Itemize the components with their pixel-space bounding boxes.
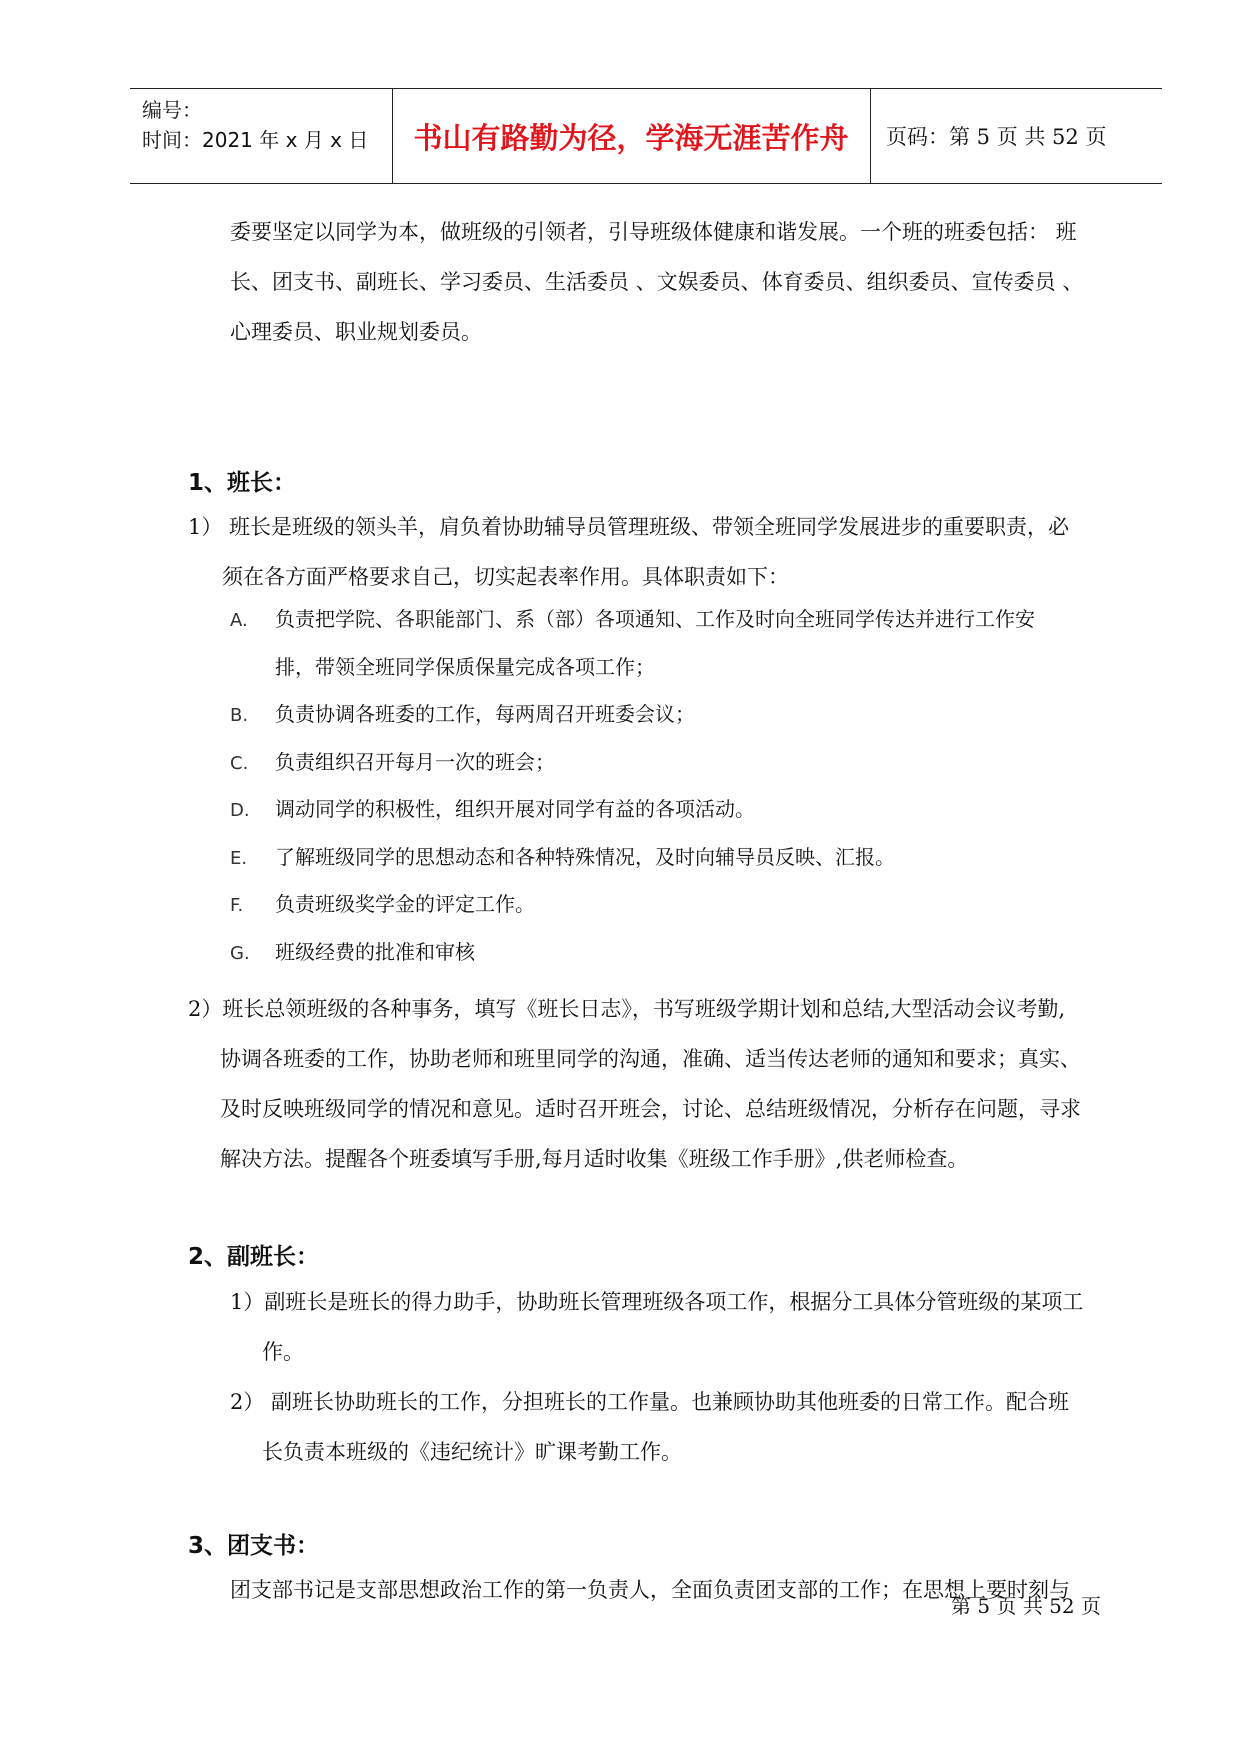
header-motto: 书山有路勤为径，学海无涯苦作舟 — [413, 120, 849, 155]
list-text: 负责组织召开每月一次的班会； — [275, 749, 555, 774]
header-left-cell — [142, 95, 368, 155]
section-title-vice-monitor: 2、副班长： — [188, 1244, 320, 1270]
list-marker: E. — [230, 847, 248, 869]
section1-paragraph2 — [188, 984, 1081, 1184]
text-line: 1）副班长是班长的得力助手，协助班长管理班级各项工作，根据分工具体分管班级的某项工 — [230, 1290, 1084, 1314]
list-text: 负责班级奖学金的评定工作。 — [275, 892, 535, 916]
list-item — [230, 881, 1035, 929]
page-header — [130, 88, 1162, 184]
time-label: 时间：2021 年 x 月 x 日 — [142, 128, 369, 152]
list-item — [230, 691, 1035, 739]
list-text: 负责把学院、各职能部门、系（部）各项通知、工作及时向全班同学传达并进行工作安 — [275, 607, 1035, 631]
section-title-league-secretary: 3、团支书： — [188, 1533, 320, 1559]
text-line: 协调各班委的工作，协助老师和班里同学的沟通，准确、适当传达老师的通知和要求；真实、 — [220, 1047, 1081, 1071]
section2-paragraph2 — [230, 1377, 1069, 1477]
text-line: 2） 副班长协助班长的工作，分担班长的工作量。也兼顾协助其他班委的日常工作。配合班 — [230, 1390, 1070, 1414]
text-line: 委要坚定以同学为本，做班级的引领者，引导班级体健康和谐发展。一个班的班委包括： 班 — [230, 220, 1077, 244]
section1-paragraph1 — [188, 502, 1069, 602]
header-divider — [870, 89, 871, 183]
text-line: 1） 班长是班级的领头羊，肩负着协助辅导员管理班级、带领全班同学发展进步的重要职责，必 — [188, 515, 1070, 539]
list-marker: F. — [230, 895, 244, 916]
text-line: 2）班长总领班级的各种事务，填写《班长日志》，书写班级学期计划和总结,大型活动会议考勤, — [188, 997, 1066, 1021]
number-label: 编号： — [142, 98, 202, 122]
list-text: 了解班级同学的思想动态和各种特殊情况，及时向辅导员反映、汇报。 — [275, 844, 895, 869]
text-line: 心理委员、职业规划委员。 — [230, 320, 482, 344]
section-title-monitor: 1、班长： — [188, 470, 297, 496]
list-item — [230, 786, 1035, 834]
list-item — [230, 929, 1035, 977]
list-text: 班级经费的批准和审核 — [275, 939, 475, 964]
list-marker: A. — [230, 610, 248, 631]
list-item-continuation: 排，带领全班同学保质保量完成各项工作； — [275, 654, 655, 679]
list-marker: C. — [230, 752, 249, 774]
text-line: 解决方法。提醒各个班委填写手册,每月适时收集《班级工作手册》,供老师检查。 — [220, 1147, 969, 1171]
section2-paragraph1 — [230, 1277, 1083, 1377]
page-footer: 第 5 页 共 52 页 — [951, 1594, 1101, 1618]
text-line: 长负责本班级的《违纪统计》旷课考勤工作。 — [262, 1440, 682, 1464]
header-page-info: 页码：第 5 页 共 52 页 — [886, 125, 1107, 149]
section3-paragraph1 — [230, 1565, 1070, 1615]
list-item — [230, 596, 1035, 644]
text-line: 长、团支书、副班长、学习委员、生活委员 、文娱委员、体育委员、组织委员、宣传委员 、 — [230, 270, 1084, 294]
intro-paragraph — [230, 207, 1083, 357]
list-marker: D. — [230, 800, 250, 821]
text-line: 作。 — [262, 1340, 304, 1364]
text-line: 及时反映班级同学的情况和意见。适时召开班会，讨论、总结班级情况，分析存在问题，寻求 — [220, 1097, 1081, 1121]
list-marker: G. — [230, 942, 250, 964]
list-item — [230, 834, 1035, 882]
duty-list — [230, 596, 1035, 976]
text-line: 须在各方面严格要求自己，切实起表率作用。具体职责如下： — [222, 565, 789, 589]
list-text: 调动同学的积极性，组织开展对同学有益的各项活动。 — [275, 797, 755, 821]
list-marker: B. — [230, 705, 249, 726]
list-text: 负责协调各班委的工作，每两周召开班委会议； — [275, 702, 695, 726]
list-item — [230, 739, 1035, 787]
text-line: 团支部书记是支部思想政治工作的第一负责人，全面负责团支部的工作；在思想上要时刻与 — [230, 1578, 1070, 1602]
